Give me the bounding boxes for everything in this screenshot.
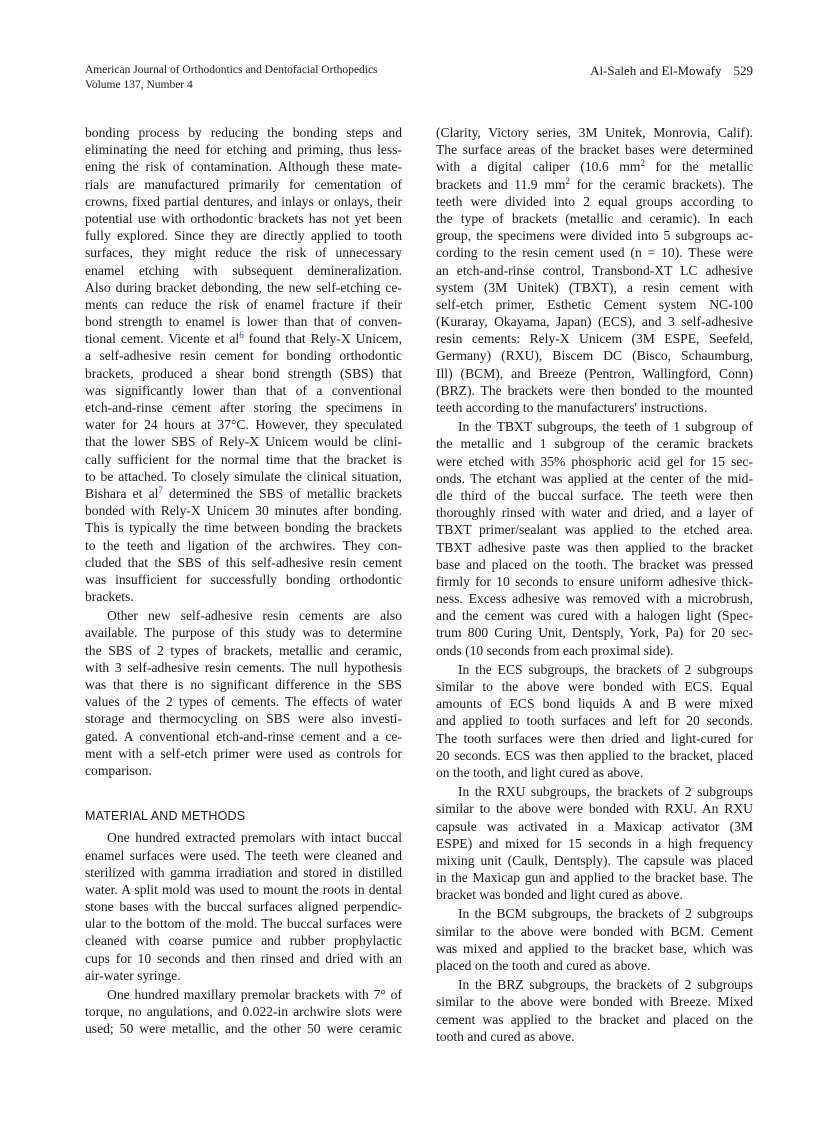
text-line: values of the 2 types of cements. The effects of water [85, 694, 402, 710]
text-line: cording to the resin cement used (n = 10). These were [436, 245, 753, 261]
text-line: crowns, fixed partial dentures, and inlays or onlays, their [85, 193, 402, 209]
text-line: capsule was activated in a Maxicap activator (3M [436, 818, 753, 834]
text-line: ment with a self-etch primer were used as controls for [85, 745, 402, 761]
text-line [85, 485, 402, 502]
text-segment: with a digital caliper (10.6 mm [436, 159, 641, 175]
text-line: water for 24 hours at 37°C. However, they speculated [85, 417, 402, 433]
text-line: mixing unit (Caulk, Dentsply). The capsule was placed [436, 852, 753, 868]
text-line: a self-adhesive resin cement for bonding orthodontic [85, 348, 402, 364]
paragraph [436, 124, 753, 416]
text-line: In the RXU subgroups, the brackets of 2 subgroups [458, 784, 753, 800]
text-line: was mixed and applied to the bracket base, which was [436, 940, 753, 956]
text-line: resin cements: Rely-X Unicem (3M ESPE, Seefeld, [436, 331, 753, 347]
text-line: eliminating the need for etching and priming, thus less- [85, 142, 402, 158]
text-line: ening the risk of contamination. Although these mate- [85, 159, 402, 175]
text-line: storage and thermocycling on SBS were also investi- [85, 711, 402, 727]
text-line: In the BCM subgroups, the brackets of 2 subgroups [458, 906, 753, 922]
text-segment: determined the SBS of metallic brackets [162, 485, 402, 501]
text-line: cement was applied to the bracket and placed on the [436, 1011, 753, 1027]
text-line: bonding process by reducing the bonding steps and [85, 125, 402, 140]
text-line: water. A split mold was used to mount the roots in dental [85, 881, 402, 897]
methods-body [85, 829, 402, 1037]
text-line: teeth were divided into 2 equal groups according to [436, 193, 753, 209]
text-line: surfaces, they might reduce the risk of unnecessary [85, 245, 402, 261]
text-segment: found that Rely-X Unicem, [243, 331, 403, 347]
text-line: In the TBXT subgroups, the teeth of 1 subgroup of [458, 419, 753, 435]
text-line: ESPE) and mixed for 15 seconds in a high frequency [436, 835, 753, 851]
text-line: base and placed on the tooth. The bracket was pressed [436, 556, 753, 572]
text-line: Other new self-adhesive resin cements are also [107, 608, 402, 624]
text-line: In the BRZ subgroups, the brackets of 2 subgroups [458, 977, 753, 993]
text-line: was that there is no significant difference in the SBS [85, 677, 402, 692]
text-line: trum 800 Curing Unit, Dentsply, York, Pa) for 20 sec- [436, 625, 753, 641]
text-line: 20 seconds. ECS was then applied to the bracket, placed [436, 747, 753, 763]
text-line: similar to the above were bonded with BCM. Cement [436, 923, 753, 939]
text-line: enamel etching with subsequent demineralization. [85, 262, 402, 278]
text-line: TBXT adhesive paste was then applied to the bracket [436, 539, 753, 555]
text-line: the type of brackets (metallic and ceramic). In each [436, 210, 753, 226]
text-line: ness. Excess adhesive was removed with a microbrush, [436, 591, 753, 607]
text-segment: Bishara et al [85, 485, 159, 501]
text-line [436, 158, 753, 175]
superscript: 2 [640, 158, 645, 169]
text-line: The tooth surfaces were then dried and light-cured for [436, 730, 753, 746]
text-line: air-water syringe. [85, 967, 181, 983]
text-line: thoroughly rinsed with water and dried, and a layer of [436, 505, 753, 521]
left-column [85, 124, 402, 1038]
section-heading-methods: MATERIAL AND METHODS [85, 809, 246, 824]
text-line: similar to the above were bonded with Breeze. Mixed [436, 994, 753, 1010]
text-line: gated. A conventional etch-and-rinse cement and a ce- [85, 728, 402, 744]
page-number: 529 [733, 63, 753, 78]
text-line: etch-and-rinse cement after storing the specimens in [85, 400, 402, 415]
paragraph [85, 986, 402, 1038]
text-line: enamel surfaces were used. The teeth were cleaned and [85, 847, 402, 863]
text-line: ments can reduce the risk of enamel fracture if their [85, 296, 402, 312]
text-line: teeth according to the manufacturers' instructions. [436, 400, 708, 415]
author-names: Al-Saleh and El-Mowafy [590, 63, 722, 78]
text-line: was insufficient for successfully bonding orthodontic [85, 571, 402, 587]
text-line: on the tooth, and light cured as above. [436, 764, 644, 780]
text-line: used; 50 were metallic, and the other 50 were ceramic [85, 1021, 402, 1037]
text-line: to the teeth and ligation of the archwires. They con- [85, 537, 402, 553]
text-line: Also during bracket debonding, the new self-etching ce- [85, 279, 402, 295]
text-line: system (3M Unitek) (TBXT), a resin cement with [436, 279, 753, 295]
text-line: cups for 10 seconds and then rinsed and dried with an [85, 950, 402, 966]
text-segment: for the ceramic brackets). The [569, 176, 753, 192]
text-line: brackets, produced a shear bond strength (SBS) that [85, 365, 402, 381]
text-line: onds (10 seconds from each proximal side). [436, 642, 674, 658]
text-line: were etched with 35% phosphoric acid gel for 15 sec- [436, 453, 753, 469]
paragraph [436, 905, 753, 974]
text-line: and applied to tooth surfaces and left for 20 seconds. [436, 713, 753, 729]
text-line: stone bases with the buccal surfaces aligned perpendic- [85, 899, 402, 915]
text-line: in the Maxicap gun and applied to the bracket base. The [436, 870, 753, 886]
text-line: amounts of ECS bond liquids A and B were mixed [436, 696, 753, 712]
text-line: comparison. [85, 762, 152, 778]
paragraph [436, 418, 753, 659]
text-line: In the ECS subgroups, the brackets of 2 subgroups [458, 661, 753, 677]
text-line: self-etch primer, Esthetic Cement system NC-100 [436, 296, 753, 312]
text-line: (Clarity, Victory series, 3M Unitek, Monrovia, Calif). [436, 125, 753, 140]
text-line: dle third of the buccal surface. The teeth were then [436, 487, 753, 503]
paragraph [85, 124, 402, 605]
text-line: Ill) (BCM), and Breeze (Pentron, Wallingford, Conn) [436, 365, 753, 381]
paragraph [436, 976, 753, 1045]
text-line: sterilized with gamma irradiation and stored in distilled [85, 864, 402, 880]
journal-title: American Journal of Orthodontics and Dentofacial Orthopedics [85, 64, 378, 76]
paragraph [85, 829, 402, 984]
text-line: rials are manufactured primarily for cementation of [85, 176, 402, 192]
text-line: One hundred extracted premolars with intact buccal [107, 830, 402, 846]
text-line: the SBS of 2 types of brackets, metallic and ceramic, [85, 642, 402, 658]
text-line: One hundred maxillary premolar brackets with 7° of [107, 987, 402, 1002]
text-line: bracket was bonded and light cured as above. [436, 887, 683, 903]
text-line: (BRZ). The brackets were then bonded to the mounted [436, 382, 753, 398]
running-header-left [85, 63, 378, 93]
text-line: placed on the tooth and cured as above. [436, 958, 651, 973]
paragraph [436, 783, 753, 903]
text-line: and the cement was cured with a halogen light (Spec- [436, 608, 753, 624]
text-line: Germany) (RXU), Biscem DC (Bisco, Schaumburg, [436, 348, 753, 364]
text-line: cally sufficient for the normal time that the bracket is [85, 451, 402, 467]
text-line: tooth and cured as above. [436, 1028, 575, 1044]
text-line: The surface areas of the bracket bases were determined [436, 142, 753, 158]
text-line: to be attached. To closely simulate the clinical situation, [85, 468, 402, 484]
text-line: torque, no angulations, and 0.022-in archwire slots were [85, 1004, 402, 1020]
reference-citation[interactable]: 7 [158, 484, 163, 495]
text-line: that the lower SBS of Rely-X Unicem would be clini- [85, 434, 402, 450]
text-line: was significantly lower than that of a conventional [85, 382, 402, 398]
text-segment: for the metallic [644, 159, 754, 175]
text-line [436, 176, 753, 193]
text-line: cleaned with coarse pumice and rubber prophylactic [85, 933, 402, 949]
intro-body [85, 124, 402, 779]
text-line: onds. The etchant was applied at the center of the mid- [436, 470, 753, 486]
text-segment: brackets and 11.9 mm [436, 176, 566, 192]
text-line: the metallic and 1 subgroup of the ceramic brackets [436, 436, 753, 452]
reference-citation[interactable]: 6 [239, 330, 244, 341]
text-line: similar to the above were bonded with RXU. An RXU [436, 801, 753, 817]
text-line: bonded with Rely-X Unicem 30 minutes after bonding. [85, 503, 402, 519]
text-segment: tional cement. Vicente et al [85, 331, 240, 347]
paragraph [85, 607, 402, 779]
text-line: fully explored. Since they are directly applied to tooth [85, 228, 402, 244]
text-line: brackets. [85, 589, 134, 605]
text-line: This is typically the time between bonding the brackets [85, 520, 402, 536]
text-line: similar to the above were bonded with ECS. Equal [436, 679, 753, 694]
text-line: firmly for 10 seconds to ensure uniform adhesive thick- [436, 573, 753, 589]
running-header-right [590, 63, 753, 78]
paragraph [436, 661, 753, 781]
text-line: (Kuraray, Okayama, Japan) (ECS), and 3 self-adhesive [436, 314, 753, 330]
text-line: available. The purpose of this study was to determine [85, 625, 402, 641]
superscript: 2 [565, 175, 570, 186]
text-line: ular to the bottom of the mold. The buccal surfaces were [85, 916, 402, 932]
text-line: cluded that the SBS of this self-adhesive resin cement [85, 554, 402, 570]
methods-body-continued [436, 124, 753, 1045]
text-line: group, the specimens were divided into 5 subgroups ac- [436, 228, 753, 244]
text-line [85, 330, 402, 347]
text-line: with 3 self-adhesive resin cements. The null hypothesis [85, 659, 402, 675]
journal-volume: Volume 137, Number 4 [85, 79, 193, 91]
text-line: TBXT primer/sealant was applied to the etched area. [436, 522, 753, 538]
text-line: an etch-and-rinse control, Transbond-XT LC adhesive [436, 262, 753, 278]
text-line: bond strength to enamel is lower than that of conven- [85, 314, 402, 330]
text-line: potential use with orthodontic brackets has not yet been [85, 210, 402, 226]
right-column [436, 124, 753, 1045]
